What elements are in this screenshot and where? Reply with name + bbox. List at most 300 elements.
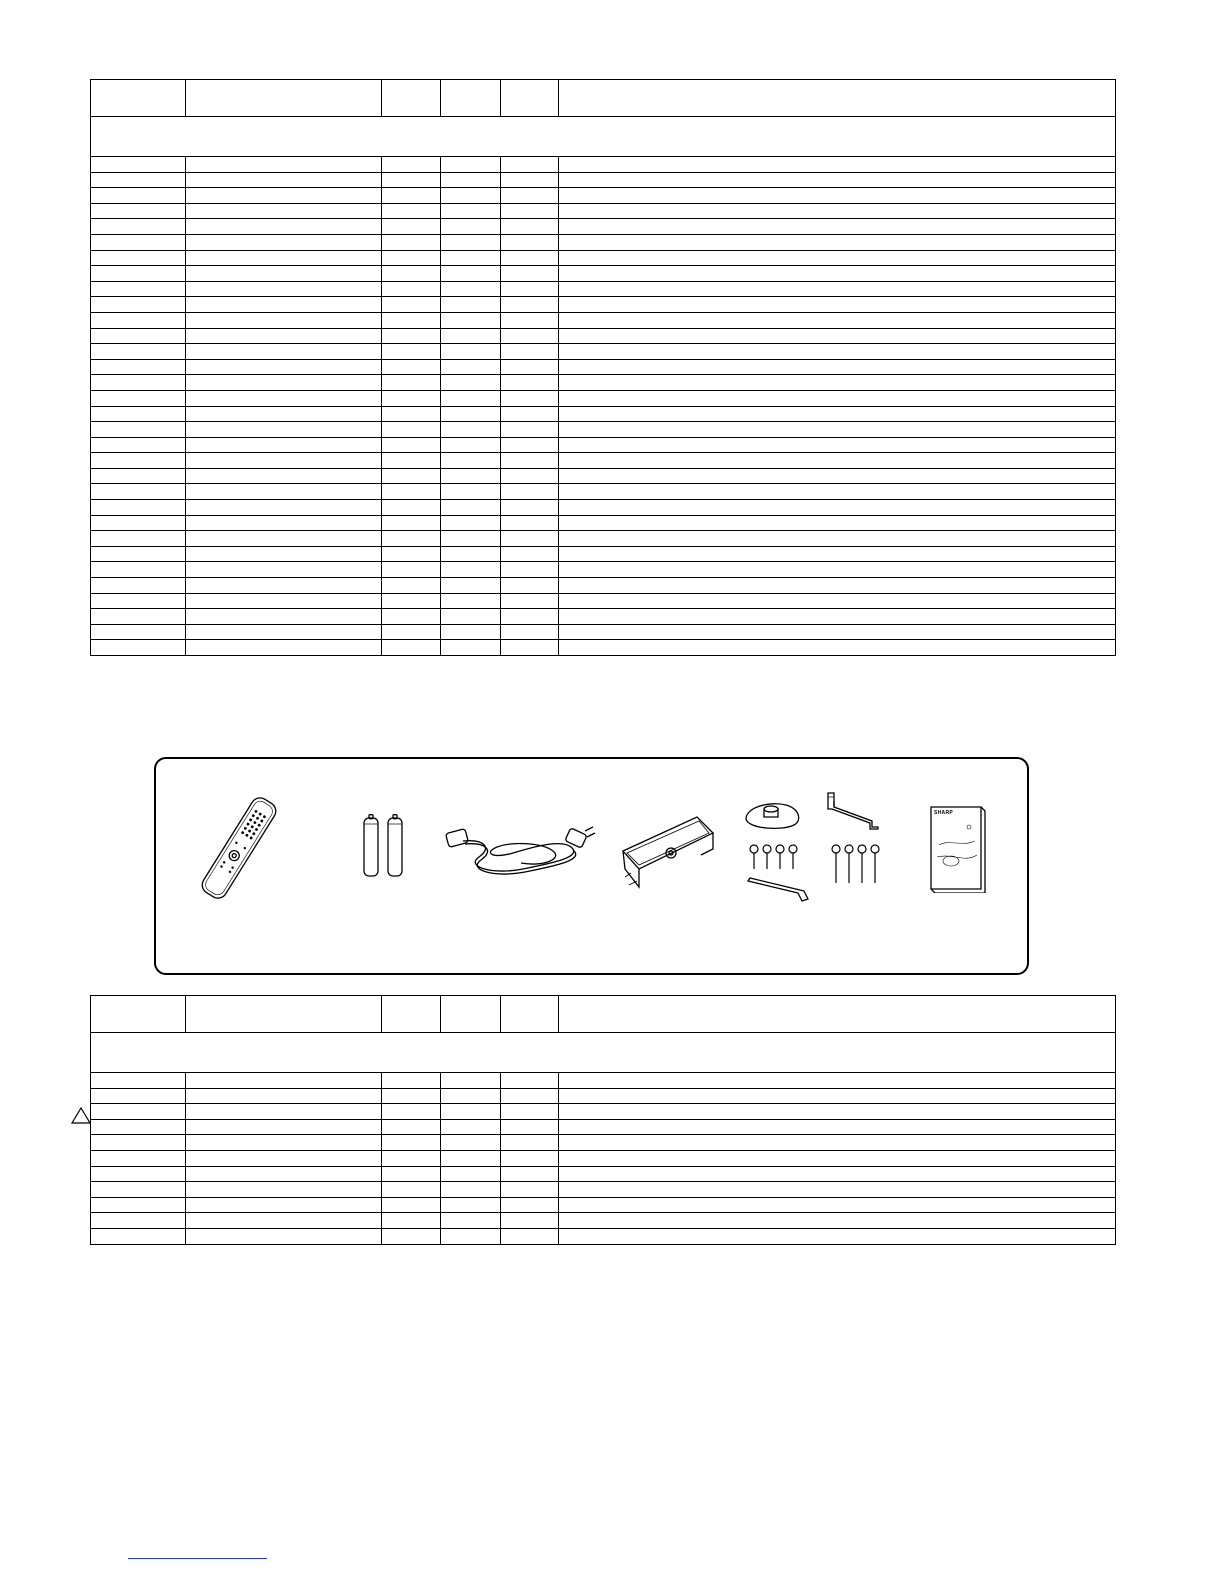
table-cell [501,1166,559,1182]
table-row [91,1166,1116,1182]
table-cell [441,281,501,297]
table-cell [501,1182,559,1198]
table-row [91,359,1116,375]
remote-control-icon [184,791,294,906]
table-cell [441,266,501,282]
table-cell [382,297,441,313]
table-cell [91,515,186,531]
table-cell [186,406,382,422]
table-cell [382,1213,441,1229]
footer-link[interactable] [128,1558,267,1559]
table-cell [501,422,559,438]
table-cell [501,390,559,406]
table-cell [382,406,441,422]
table-cell [382,1088,441,1104]
table-cell [382,172,441,188]
table-cell [441,157,501,173]
table-cell [559,422,1116,438]
table-cell [382,453,441,469]
table-cell [91,1182,186,1198]
table-cell [441,359,501,375]
table-cell [441,297,501,313]
table-cell [186,640,382,656]
column-header [501,996,559,1033]
table-cell [559,1166,1116,1182]
short-screws-icon [748,843,800,873]
table-row [91,1197,1116,1213]
table-cell [186,203,382,219]
table-row [91,234,1116,250]
table-row [91,188,1116,204]
table-cell [501,1104,559,1120]
table-cell [501,281,559,297]
table-cell [441,1119,501,1135]
table-cell [441,250,501,266]
table-cell [501,203,559,219]
table-cell [382,188,441,204]
table-cell [501,484,559,500]
table-cell [91,1150,186,1166]
table-row [91,1213,1116,1229]
table-cell [91,468,186,484]
table-cell [186,422,382,438]
table-cell [441,328,501,344]
table-cell [186,312,382,328]
table-cell [186,390,382,406]
table-cell [91,1073,186,1089]
table-cell [382,609,441,625]
table-cell [441,172,501,188]
table-cell [441,375,501,391]
table-cell [186,1119,382,1135]
manual-brand-label: SHARP [934,810,954,816]
table-cell [91,312,186,328]
table-cell [382,219,441,235]
table-cell [559,172,1116,188]
table-cell [559,500,1116,516]
table-cell [186,500,382,516]
table-cell [559,484,1116,500]
table-row [91,640,1116,656]
table-cell [91,297,186,313]
table-cell [559,1197,1116,1213]
table-row [91,1119,1116,1135]
table-cell [382,500,441,516]
table-cell [559,1150,1116,1166]
column-header [441,80,501,117]
table-cell [559,1182,1116,1198]
section-label [91,117,1116,157]
table-row [91,328,1116,344]
table-cell [559,375,1116,391]
table-cell [186,1150,382,1166]
table-cell [91,172,186,188]
table-cell [91,344,186,360]
table-cell [186,578,382,594]
table-cell [441,500,501,516]
table-cell [186,1104,382,1120]
table-cell [91,281,186,297]
table-cell [441,437,501,453]
table-row [91,219,1116,235]
table-cell [91,593,186,609]
table-cell [186,328,382,344]
table-cell [186,453,382,469]
table-row [91,578,1116,594]
table-cell [186,468,382,484]
column-header [559,996,1116,1033]
table-cell [91,484,186,500]
table-cell [441,624,501,640]
table-row [91,250,1116,266]
table-cell [501,1073,559,1089]
table-header-row [91,996,1116,1033]
table-cell [186,375,382,391]
table-row [91,344,1116,360]
table-cell [382,1166,441,1182]
table-cell [186,172,382,188]
table-cell [91,562,186,578]
table-cell [501,468,559,484]
accessories-panel [154,757,1029,975]
table-cell [382,250,441,266]
table-cell [441,344,501,360]
table-cell [382,546,441,562]
table-cell [501,1197,559,1213]
table-row [91,624,1116,640]
table-cell [559,468,1116,484]
table-cell [91,328,186,344]
ac-cord-icon [443,817,603,879]
table-cell [559,437,1116,453]
table-cell [382,624,441,640]
table-cell [91,1104,186,1120]
table-cell [382,1197,441,1213]
safety-triangle-icon [71,1107,91,1124]
table-cell [382,375,441,391]
table-cell [559,640,1116,656]
operation-manual-icon [929,805,989,893]
table-cell [91,578,186,594]
column-header [559,80,1116,117]
table-cell [501,1088,559,1104]
table-cell [559,562,1116,578]
table-cell [186,359,382,375]
table-cell [91,250,186,266]
table-cell [501,437,559,453]
table-cell [441,593,501,609]
table-row [91,1104,1116,1120]
table-cell [91,375,186,391]
section-row [91,117,1116,157]
table-cell [382,578,441,594]
table-cell [91,546,186,562]
table-cell [186,624,382,640]
table-cell [559,593,1116,609]
table-cell [501,593,559,609]
table-cell [91,422,186,438]
column-header [91,80,186,117]
table-cell [501,546,559,562]
table-cell [559,157,1116,173]
table-cell [186,281,382,297]
section-row [91,1033,1116,1073]
table-cell [382,1182,441,1198]
table-cell [559,390,1116,406]
table-cell [382,234,441,250]
table-cell [441,312,501,328]
table-cell [91,1228,186,1244]
table-cell [382,515,441,531]
table-cell [186,1135,382,1151]
hex-wrench-icon [746,877,812,903]
table-cell [186,157,382,173]
table-cell [441,1182,501,1198]
table-cell [382,468,441,484]
table-row [91,1073,1116,1089]
table-row [91,609,1116,625]
table-cell [186,484,382,500]
table-cell [559,297,1116,313]
table-cell [441,468,501,484]
table-cell [382,266,441,282]
table-cell [91,1135,186,1151]
table-cell [441,406,501,422]
table-cell [559,1088,1116,1104]
table-cell [559,1135,1116,1151]
table-row [91,1150,1116,1166]
table-cell [382,203,441,219]
table-cell [501,359,559,375]
table-cell [441,484,501,500]
table-cell [91,624,186,640]
table-cell [559,1119,1116,1135]
table-cell [382,157,441,173]
table-row [91,1135,1116,1151]
table-cell [501,624,559,640]
table-cell [186,219,382,235]
table-cell [382,359,441,375]
table-cell [441,515,501,531]
table-cell [559,328,1116,344]
table-cell [559,1213,1116,1229]
table-cell [382,1150,441,1166]
table-cell [382,531,441,547]
table-cell [382,390,441,406]
table-cell [559,453,1116,469]
table-cell [559,219,1116,235]
table-cell [91,640,186,656]
table-cell [559,266,1116,282]
table-cell [91,390,186,406]
table-cell [441,546,501,562]
table-cell [91,437,186,453]
table-cell [186,531,382,547]
table-row [91,281,1116,297]
table-row [91,422,1116,438]
table-cell [501,219,559,235]
table-cell [91,359,186,375]
table-cell [91,203,186,219]
table-row [91,1088,1116,1104]
table-cell [186,562,382,578]
table-cell [441,1166,501,1182]
table-cell [382,281,441,297]
table-row [91,390,1116,406]
table-cell [501,515,559,531]
table-cell [441,219,501,235]
table-cell [501,1135,559,1151]
table-cell [501,406,559,422]
table-cell [91,188,186,204]
table-cell [441,578,501,594]
table-cell [186,234,382,250]
table-cell [559,359,1116,375]
table-cell [501,578,559,594]
table-cell [186,546,382,562]
table-cell [91,1088,186,1104]
table-cell [186,1166,382,1182]
table-cell [91,1213,186,1229]
table-cell [501,234,559,250]
table-cell [441,1088,501,1104]
table-cell [501,250,559,266]
table-cell [186,297,382,313]
table-cell [382,312,441,328]
table-cell [441,188,501,204]
table-cell [501,1213,559,1229]
parts-table-top [90,79,1116,656]
table-cell [559,546,1116,562]
table-cell [186,188,382,204]
table-cell [559,578,1116,594]
table-cell [501,1119,559,1135]
table-cell [559,312,1116,328]
table-cell [91,453,186,469]
table-row [91,1182,1116,1198]
table-cell [441,562,501,578]
table-cell [441,390,501,406]
stand-base-icon [742,797,804,833]
table-cell [501,328,559,344]
column-header [382,80,441,117]
column-header [382,996,441,1033]
table-row [91,157,1116,173]
table-cell [441,1135,501,1151]
table-cell [186,1213,382,1229]
table-cell [382,437,441,453]
table-cell [91,157,186,173]
table-cell [501,640,559,656]
section-label [91,1033,1116,1073]
table-cell [441,203,501,219]
table-cell [186,609,382,625]
table-row [91,172,1116,188]
table-row [91,297,1116,313]
table-cell [382,562,441,578]
stand-bracket-icon [824,789,884,833]
table-cell [382,422,441,438]
table-row [91,203,1116,219]
table-cell [186,1073,382,1089]
table-cell [91,406,186,422]
table-cell [91,1197,186,1213]
table-cell [382,1104,441,1120]
table-cell [186,1182,382,1198]
table-cell [441,1228,501,1244]
table-cell [559,531,1116,547]
table-cell [382,1228,441,1244]
table-row [91,593,1116,609]
table-cell [441,1150,501,1166]
table-cell [501,266,559,282]
table-cell [91,609,186,625]
table-cell [501,157,559,173]
column-header [441,996,501,1033]
column-header [91,996,186,1033]
table-cell [382,484,441,500]
column-header [501,80,559,117]
table-row [91,437,1116,453]
table-cell [382,328,441,344]
table-cell [441,453,501,469]
table-cell [501,188,559,204]
table-cell [186,437,382,453]
table-cell [441,640,501,656]
table-cell [441,1073,501,1089]
table-cell [186,250,382,266]
table-cell [382,1119,441,1135]
table-row [91,312,1116,328]
table-cell [559,344,1116,360]
table-cell [559,1228,1116,1244]
table-cell [501,1228,559,1244]
long-screws-icon [830,843,882,887]
table-cell [91,500,186,516]
table-cell [501,1150,559,1166]
table-row [91,375,1116,391]
table-cell [501,609,559,625]
table-row [91,531,1116,547]
table-cell [441,1197,501,1213]
table-cell [559,250,1116,266]
table-cell [559,609,1116,625]
table-row [91,406,1116,422]
table-cell [91,234,186,250]
table-cell [501,375,559,391]
table-cell [559,1073,1116,1089]
table-cell [559,234,1116,250]
table-cell [501,500,559,516]
table-cell [91,1166,186,1182]
table-cell [441,422,501,438]
parts-table-bottom [90,995,1116,1245]
table-cell [186,1088,382,1104]
table-cell [91,266,186,282]
table-cell [559,406,1116,422]
table-cell [382,1073,441,1089]
table-cell [382,640,441,656]
table-cell [441,1213,501,1229]
table-cell [501,297,559,313]
table-cell [186,515,382,531]
table-cell [501,453,559,469]
table-cell [441,531,501,547]
table-cell [186,344,382,360]
table-row [91,515,1116,531]
cable-clamp-icon [615,811,719,889]
table-cell [91,219,186,235]
